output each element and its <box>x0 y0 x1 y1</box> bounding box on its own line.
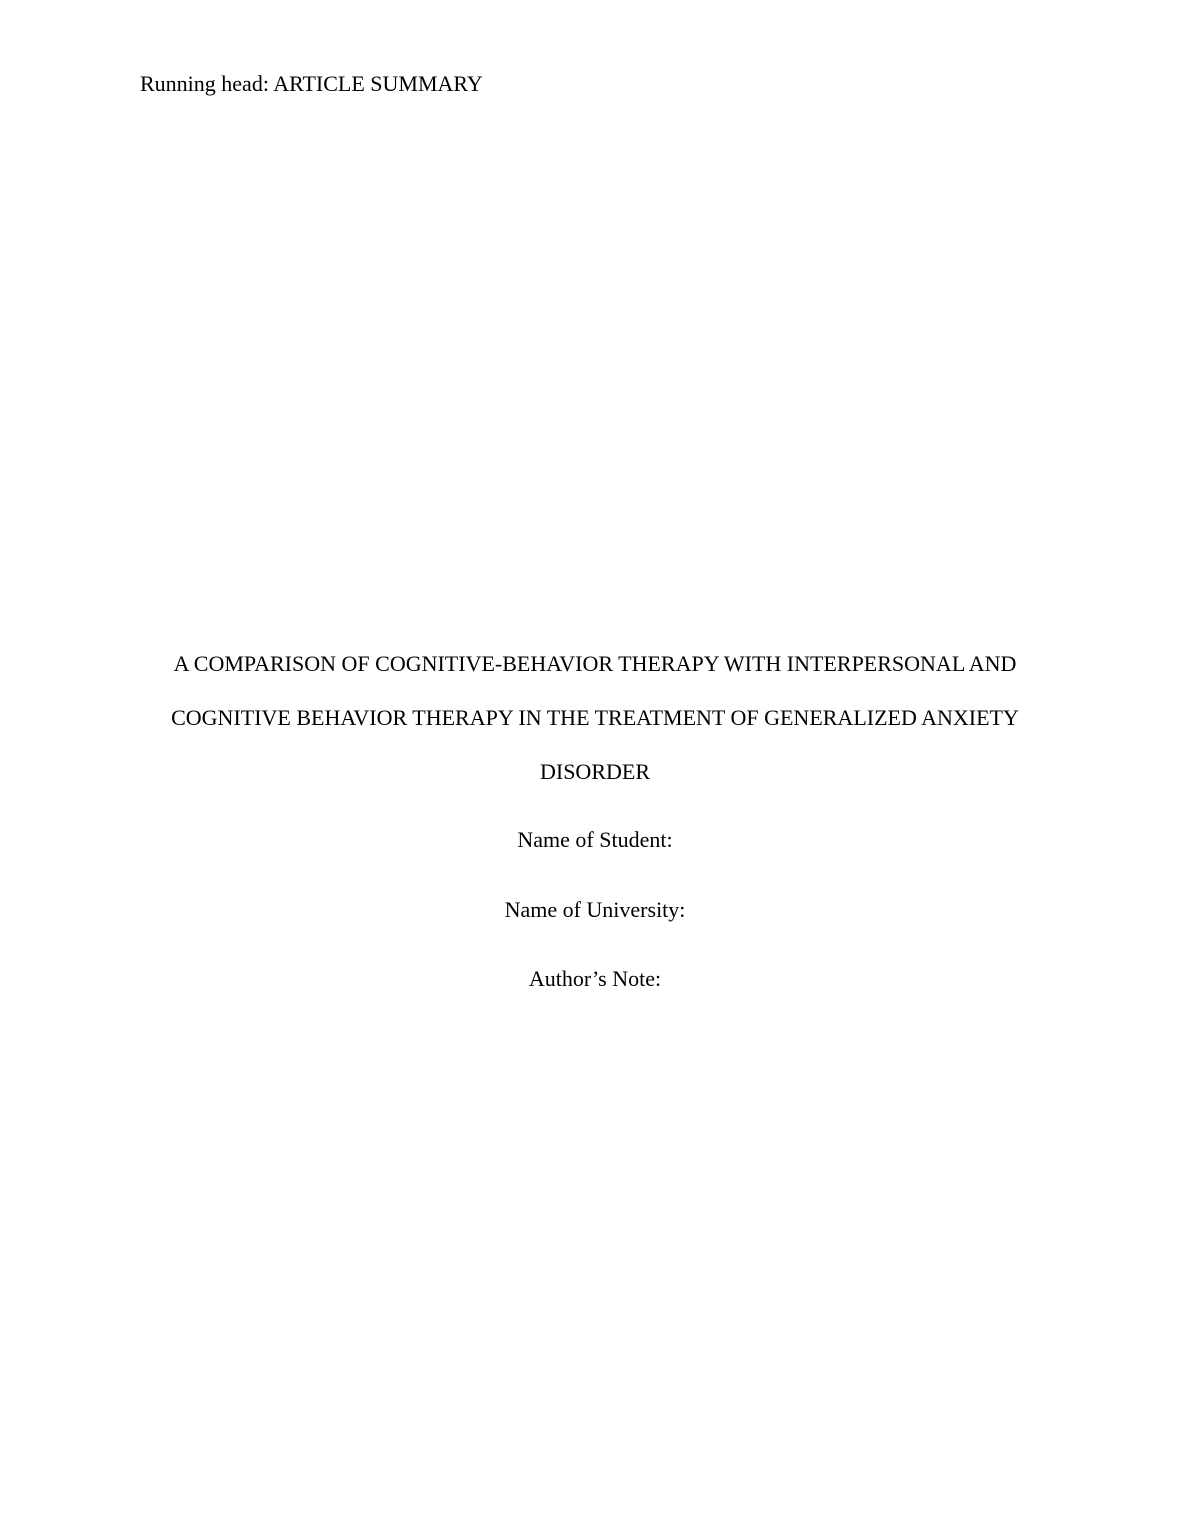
running-head: Running head: ARTICLE SUMMARY <box>140 71 483 96</box>
student-name-line: Name of Student: <box>517 827 673 852</box>
university-name-line: Name of University: <box>504 897 686 922</box>
title-block <box>120 650 1070 786</box>
title-line: A COMPARISON OF COGNITIVE-BEHAVIOR THERAPY WITH INTERPERSONAL AND <box>173 651 1017 676</box>
title-line: DISORDER <box>539 759 650 784</box>
title-line: COGNITIVE BEHAVIOR THERAPY IN THE TREATMENT OF GENERALIZED ANXIETY <box>171 705 1019 730</box>
author-note-line: Author’s Note: <box>528 966 662 991</box>
